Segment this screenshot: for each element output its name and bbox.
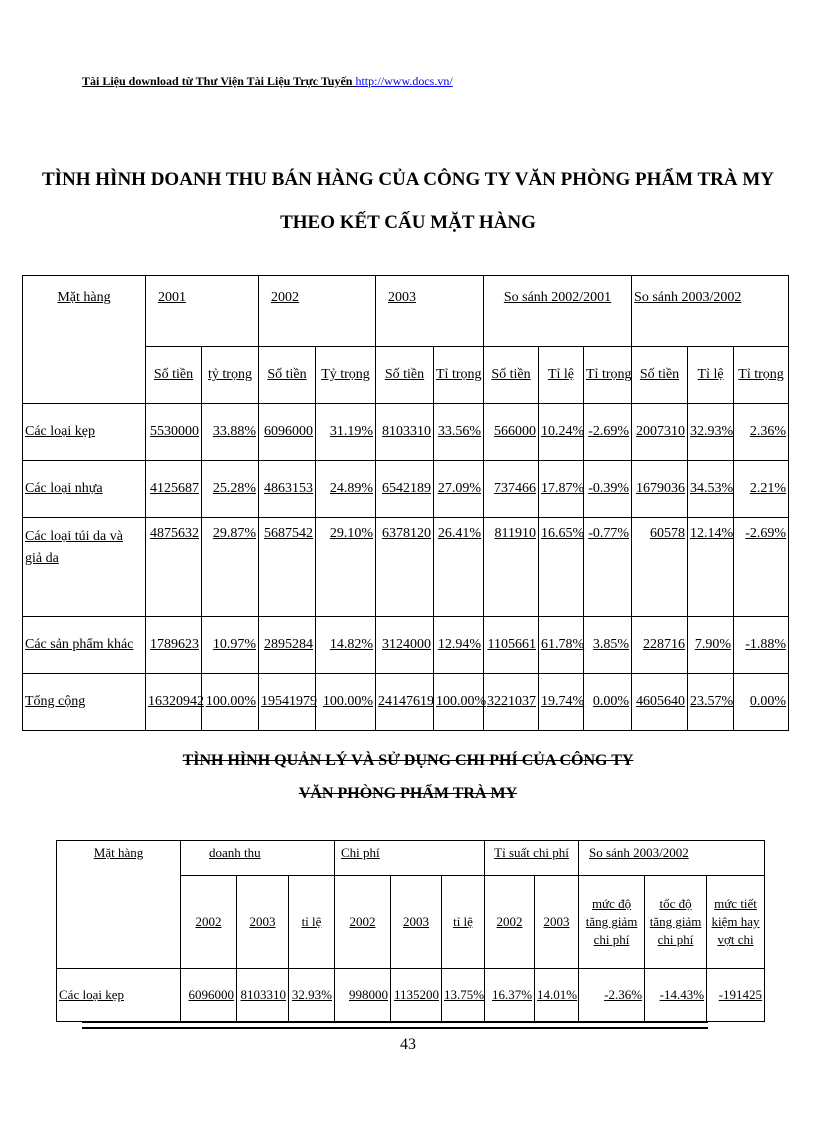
subheader: Số tiền: [376, 347, 434, 404]
cell: 2007310: [632, 404, 688, 461]
cell: -2.69%: [734, 518, 789, 617]
cell: 8103310: [237, 969, 289, 1022]
cell: 14.01%: [535, 969, 579, 1022]
page-header: [82, 74, 453, 89]
subheader: 2003: [391, 876, 442, 969]
cell: 566000: [484, 404, 539, 461]
table-row: [23, 404, 789, 461]
cell: 6096000: [181, 969, 237, 1022]
cell: 4125687: [146, 461, 202, 518]
cell: 0.00%: [734, 674, 789, 731]
cell: 31.19%: [316, 404, 376, 461]
cell: -1.88%: [734, 617, 789, 674]
subheader: Số tiền: [632, 347, 688, 404]
cell: 4875632: [146, 518, 202, 617]
cell: 12.94%: [434, 617, 484, 674]
subheader: Tỉ trọng: [434, 347, 484, 404]
cell: 16320942: [146, 674, 202, 731]
revenue-table: [22, 275, 789, 731]
subheader: Tỉ trọng: [734, 347, 789, 404]
table-row: [23, 518, 789, 617]
footer-rule: [82, 1022, 708, 1023]
cell: 12.14%: [688, 518, 734, 617]
col-item-header: Mặt hàng: [57, 841, 181, 969]
cell: -2.69%: [584, 404, 632, 461]
row-label: Các loại nhựa: [23, 461, 146, 518]
cell: 0.00%: [584, 674, 632, 731]
subheader: 2002: [181, 876, 237, 969]
cell: 34.53%: [688, 461, 734, 518]
table-row: [23, 461, 789, 518]
cell: 24.89%: [316, 461, 376, 518]
row-label: Tổng cộng: [23, 674, 146, 731]
group-header: 2001: [146, 276, 259, 347]
subheader: Số tiền: [259, 347, 316, 404]
cell: 737466: [484, 461, 539, 518]
group-header: Chi phí: [335, 841, 485, 876]
cell: 1135200: [391, 969, 442, 1022]
title1-line2: THEO KẾT CẤU MẶT HÀNG: [280, 212, 536, 233]
cell: 29.87%: [202, 518, 259, 617]
cell: 10.97%: [202, 617, 259, 674]
subheader: Tỷ trọng: [316, 347, 376, 404]
subheader: Tỉ lệ: [688, 347, 734, 404]
cell: 19.74%: [539, 674, 584, 731]
subheader: Số tiền: [146, 347, 202, 404]
cell: 61.78%: [539, 617, 584, 674]
cell: 33.56%: [434, 404, 484, 461]
cell: 100.00%: [434, 674, 484, 731]
cell: 2.21%: [734, 461, 789, 518]
subheader: Tỉ lệ: [539, 347, 584, 404]
table-row-total: [23, 674, 789, 731]
table-row: [23, 617, 789, 674]
group-header: 2002: [259, 276, 376, 347]
cell: 13.75%: [442, 969, 485, 1022]
group-header: doanh thu: [181, 841, 335, 876]
cell: 6542189: [376, 461, 434, 518]
cell: 6378120: [376, 518, 434, 617]
cell: 1789623: [146, 617, 202, 674]
group-header: Tỉ suất chi phí: [485, 841, 579, 876]
cost-table: [56, 840, 765, 1022]
cell: 33.88%: [202, 404, 259, 461]
cell: 4605640: [632, 674, 688, 731]
subheader: mức độ tăng giảm chi phí: [579, 876, 645, 969]
cell: 6096000: [259, 404, 316, 461]
cell: 998000: [335, 969, 391, 1022]
cell: -0.77%: [584, 518, 632, 617]
cell: 23.57%: [688, 674, 734, 731]
cell: 25.28%: [202, 461, 259, 518]
cell: 17.87%: [539, 461, 584, 518]
cell: 2.36%: [734, 404, 789, 461]
row-label: Các loại túi da và giả da: [23, 518, 146, 617]
cell: 2895284: [259, 617, 316, 674]
cell: 7.90%: [688, 617, 734, 674]
subheader: 2003: [237, 876, 289, 969]
cell: 19541979: [259, 674, 316, 731]
cell: 32.93%: [289, 969, 335, 1022]
cell: 8103310: [376, 404, 434, 461]
cell: -2.36%: [579, 969, 645, 1022]
cell: 27.09%: [434, 461, 484, 518]
row-label: Các loại kẹp: [57, 969, 181, 1022]
cell: 32.93%: [688, 404, 734, 461]
cell: 60578: [632, 518, 688, 617]
header-link[interactable]: http://www.docs.vn/: [355, 74, 453, 88]
table-row: [57, 969, 765, 1022]
subheader: tỉ lệ: [442, 876, 485, 969]
cell: 811910: [484, 518, 539, 617]
row-label: Các loại kẹp: [23, 404, 146, 461]
subheader: 2002: [335, 876, 391, 969]
cell: 4863153: [259, 461, 316, 518]
cell: 3124000: [376, 617, 434, 674]
cell: 228716: [632, 617, 688, 674]
cell: -14.43%: [645, 969, 707, 1022]
cell: 16.65%: [539, 518, 584, 617]
group-header: 2003: [376, 276, 484, 347]
row-label: Các sản phẩm khác: [23, 617, 146, 674]
footer-rule-thick: [82, 1027, 708, 1029]
subheader: tỉ lệ: [289, 876, 335, 969]
cell: 3221037: [484, 674, 539, 731]
cell: 5687542: [259, 518, 316, 617]
subheader: tốc độ tăng giảm chi phí: [645, 876, 707, 969]
cell: 1105661: [484, 617, 539, 674]
title1-line1: TÌNH HÌNH DOANH THU BÁN HÀNG CỦA CÔNG TY VĂN PHÒNG PHẨM TRÀ MY: [41, 169, 775, 190]
page-number: 43: [400, 1036, 416, 1053]
cell: -0.39%: [584, 461, 632, 518]
group-header: So sánh 2003/2002: [579, 841, 765, 876]
col-item-header: Mặt hàng: [23, 276, 146, 404]
cell: 16.37%: [485, 969, 535, 1022]
subheader: 2003: [535, 876, 579, 969]
cell: -191425: [707, 969, 765, 1022]
cell: 26.41%: [434, 518, 484, 617]
cell: 14.82%: [316, 617, 376, 674]
cell: 100.00%: [202, 674, 259, 731]
subheader: Tỉ trọng: [584, 347, 632, 404]
header-text: Tài Liệu download từ Thư Viện Tài Liệu Trực Tuyến: [82, 74, 353, 88]
title2-line2: VĂN PHÒNG PHẨM TRÀ MY: [298, 785, 518, 802]
title2-line1: TÌNH HÌNH QUẢN LÝ VÀ SỬ DỤNG CHI PHÍ CỦA CÔNG TY: [182, 752, 634, 769]
cell: 10.24%: [539, 404, 584, 461]
cell: 1679036: [632, 461, 688, 518]
subheader: Số tiền: [484, 347, 539, 404]
group-header: So sánh 2003/2002: [632, 276, 789, 347]
group-header: So sánh 2002/2001: [484, 276, 632, 347]
subheader: 2002: [485, 876, 535, 969]
subheader: tỷ trọng: [202, 347, 259, 404]
cell: 5530000: [146, 404, 202, 461]
cell: 24147619: [376, 674, 434, 731]
cell: 29.10%: [316, 518, 376, 617]
cell: 3.85%: [584, 617, 632, 674]
cell: 100.00%: [316, 674, 376, 731]
subheader: mức tiết kiệm hay vợt chi: [707, 876, 765, 969]
